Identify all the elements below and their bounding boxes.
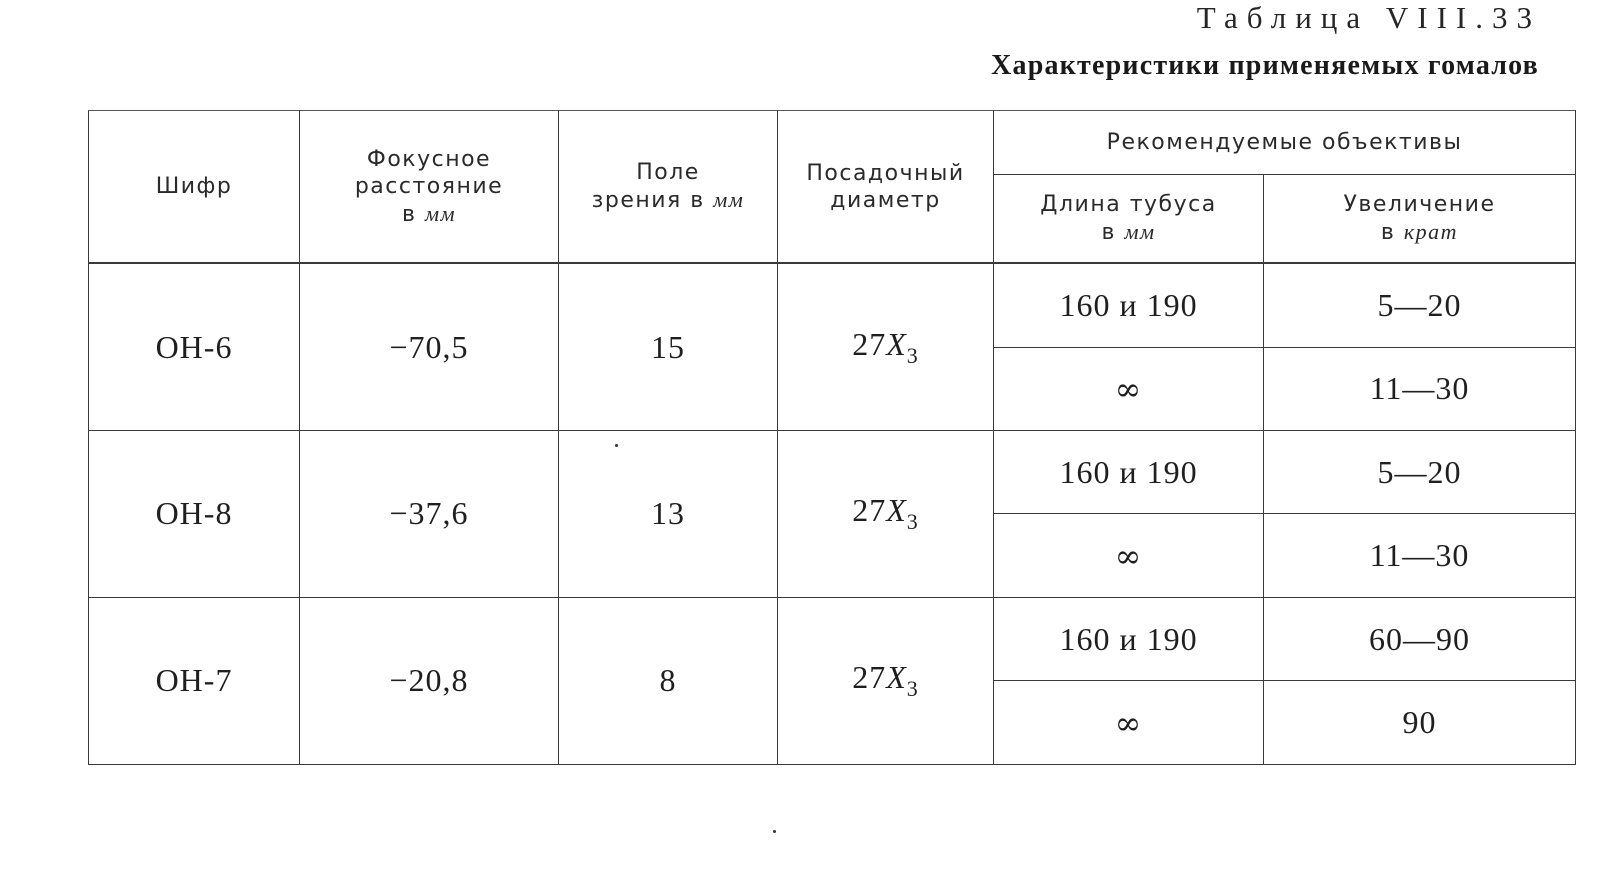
cell-tube-length: 160 и 190 [994, 431, 1264, 514]
header-mount-line1: Посадочный [806, 160, 965, 186]
mount-subscript: 3 [906, 509, 919, 535]
cell-field: 15 [559, 264, 778, 431]
cell-magnification: 11—30 [1264, 514, 1576, 597]
cell-code: ОН-8 [89, 431, 300, 598]
mount-symbol: X [886, 659, 907, 696]
cell-magnification: 90 [1264, 681, 1576, 765]
cell-magnification: 5—20 [1264, 431, 1576, 514]
cell-mount-diameter [778, 431, 994, 598]
header-field-of-view [559, 111, 778, 263]
cell-mount-diameter [778, 597, 994, 764]
cell-magnification: 5—20 [1264, 264, 1576, 347]
scan-speck [773, 830, 776, 833]
cell-focal: −37,6 [300, 431, 559, 598]
cell-code: ОН-7 [89, 597, 300, 764]
mount-subscript: 3 [906, 676, 919, 702]
header-magnification [1264, 175, 1576, 263]
cell-mount-diameter [778, 264, 994, 431]
header-field-line1: Поле [636, 160, 700, 185]
cell-tube-length: 160 и 190 [994, 597, 1264, 680]
mount-number: 27 [852, 492, 887, 529]
mount-symbol: X [886, 492, 907, 529]
cell-focal: −70,5 [300, 264, 559, 431]
header-field-unit: мм [713, 187, 745, 212]
header-tube-length [994, 175, 1264, 263]
table-row [89, 264, 1576, 347]
mount-number: 27 [852, 325, 887, 362]
table-row [89, 431, 1576, 514]
header-tube-line1: Длина тубуса [1040, 192, 1217, 217]
cell-magnification: 60—90 [1264, 597, 1576, 680]
header-recommended-lenses: Рекомендуемые объективы [994, 111, 1576, 175]
header-tube-prefix: в [1101, 220, 1125, 245]
header-focal-line2: расстояние [354, 173, 504, 199]
cell-tube-length: ∞ [994, 347, 1264, 430]
header-field-prefix: зрения в [591, 188, 714, 213]
mount-subscript: 3 [906, 342, 919, 368]
scan-speck [615, 444, 618, 447]
cell-tube-length: 160 и 190 [994, 264, 1264, 347]
cell-field: 13 [559, 431, 778, 598]
header-mount-diameter [778, 111, 994, 263]
table-number: Таблица VIII.33 [1196, 0, 1541, 35]
cell-code: ОН-6 [89, 264, 300, 431]
header-mount-line2: диаметр [830, 187, 941, 213]
table-row [89, 597, 1576, 680]
header-focal-prefix: в [401, 201, 425, 227]
spec-table-frame [88, 110, 1575, 765]
header-mag-line1: Увеличение [1343, 192, 1496, 217]
header-focal-line1: Фокусное [366, 146, 492, 172]
cell-magnification: 11—30 [1264, 347, 1576, 430]
header-mag-unit: крат [1403, 219, 1459, 244]
goniometer-specs-table [88, 110, 1576, 765]
header-mag-prefix: в [1380, 220, 1404, 245]
table-title: Характеристики применяемых гомалов [991, 50, 1539, 81]
mount-number: 27 [852, 659, 887, 696]
cell-tube-length: ∞ [994, 514, 1264, 597]
mount-symbol: X [886, 325, 907, 362]
cell-field: 8 [559, 597, 778, 764]
header-tube-unit: мм [1124, 219, 1156, 244]
cell-tube-length: ∞ [994, 681, 1264, 765]
header-code: Шифр [89, 111, 300, 263]
header-focal-unit: мм [424, 200, 457, 226]
header-focal-length [300, 111, 559, 263]
cell-focal: −20,8 [300, 597, 559, 764]
